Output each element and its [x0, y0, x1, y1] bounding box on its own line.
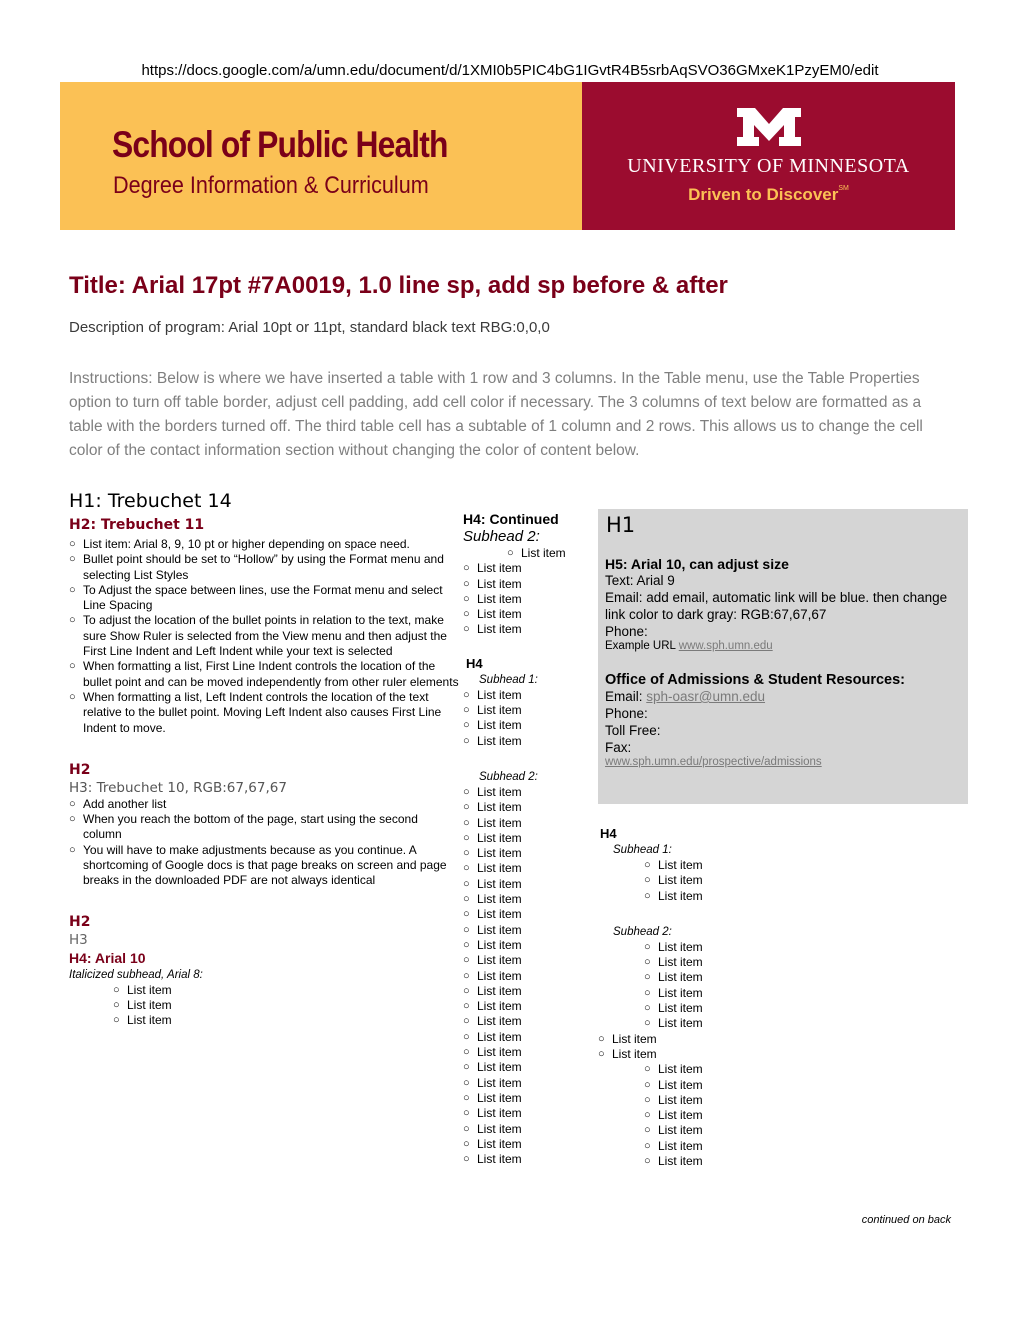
list-item: ○ List item: [644, 1108, 968, 1123]
example-url-line: [605, 640, 965, 652]
list-item: ○ List item: [463, 1045, 598, 1060]
instructions-text: Instructions: Below is where we have inserted a table with 1 row and 3 columns. In the Table menu, use the Table Properties option to turn off table border, adjust cell padding, add cell color if necessary. The 3 columns of text below are formatted as a table with the borders turned off. The third table cell has a subtable of 1 column and 2 rows. This allows us to change the cell color of the contact information section without changing the color of content below.: [69, 370, 923, 459]
list-item: ○ List item: [463, 831, 598, 846]
contact-details: [605, 556, 965, 768]
office-phone: Phone:: [605, 706, 648, 721]
heading-h3: H3: [69, 931, 88, 948]
list-item: ○ List item: [113, 998, 459, 1013]
list-item: ○ List item: [463, 622, 598, 637]
list-item: ○ List item: [463, 1152, 598, 1167]
banner-maroon-panel: [582, 82, 955, 230]
service-mark: SM: [838, 185, 849, 192]
list-item: ○ List item: [463, 577, 598, 592]
office-heading: Office of Admissions & Student Resources:: [605, 672, 905, 688]
list-item: ○ List item: [463, 923, 598, 938]
list-item: ○ List item: [644, 1062, 968, 1077]
list-item: ○ List item: [644, 889, 968, 904]
list-item: ○ List item: [463, 969, 598, 984]
list-item: ○ List item: [463, 846, 598, 861]
heading-h1: H1: Trebuchet 14: [69, 490, 232, 512]
list-item: ○ To adjust the location of the bullet points in relation to the text, make sure Show Ruler is selected from the View menu and then adjust the First Line Indent and Left Indent while your text is selected: [69, 613, 459, 659]
list-item: ○ List item: [463, 1060, 598, 1075]
office-toll-free: Toll Free:: [605, 723, 661, 738]
item-list: [463, 785, 598, 1167]
list-item: ○ List item: [598, 1032, 968, 1047]
list-item: ○ List item: [463, 999, 598, 1014]
heading-h4-continued: H4: Continued: [463, 511, 559, 527]
program-description: Description of program: Arial 10pt or 11pt, standard black text RBG:0,0,0: [69, 319, 550, 336]
list-item: ○ List item: [463, 1076, 598, 1091]
list-item: ○ List item: [113, 983, 459, 998]
list-item: ○ List item: [463, 1137, 598, 1152]
list-item: ○ You will have to make adjustments because as you continue. A shortcoming of Google docs is that page breaks on screen and page breaks in the downloaded PDF are not always identical: [69, 843, 459, 889]
item-list: [644, 858, 968, 904]
subhead-2: Subhead 2:: [613, 925, 672, 938]
continued-note: continued on back: [861, 1214, 951, 1226]
example-url-link[interactable]: www.sph.umn.edu: [678, 640, 773, 652]
list-item: ○ List item: [463, 907, 598, 922]
list-item: ○ List item: [463, 718, 598, 733]
list-item: ○ List item: [463, 1091, 598, 1106]
contact-info-box: [598, 509, 968, 804]
heading-h1: H1: [606, 513, 636, 537]
item-list: [644, 940, 968, 1032]
list-item: ○ When formatting a list, Left Indent controls the location of the text relative to the bullet point. Moving Left Indent also causes First Line Indent to move.: [69, 690, 459, 736]
example-url-label: Example URL: [605, 640, 679, 652]
list-item: ○ List item: [644, 1139, 968, 1154]
list-item: ○ List item: [463, 1014, 598, 1029]
document-title: Title: Arial 17pt #7A0019, 1.0 line sp, add sp before & after: [69, 272, 728, 299]
list-item: ○ List item: [463, 892, 598, 907]
list-item: ○ Bullet point should be set to “Hollow” by using the Format menu and selecting List Styles: [69, 552, 459, 583]
list-item: ○ When you reach the bottom of the page, start using the second column: [69, 812, 459, 843]
list-item: ○ List item: [463, 816, 598, 831]
header-banner: [60, 82, 955, 230]
list-item: ○ List item: [644, 1016, 968, 1031]
list-item: ○ List item: [463, 984, 598, 999]
list-item: ○ List item: [644, 858, 968, 873]
bullet-list-2: [69, 797, 459, 889]
banner-subtitle: Degree Information & Curriculum: [113, 172, 429, 199]
italic-subhead: Italicized subhead, Arial 8:: [69, 968, 203, 981]
list-item: ○ List item: [463, 861, 598, 876]
list-item: ○ List item: [644, 873, 968, 888]
list-item: ○ List item: [644, 970, 968, 985]
list-item: ○ List item: [463, 561, 598, 576]
university-name: UNIVERSITY OF MINNESOTA: [627, 155, 910, 177]
office-url-link[interactable]: www.sph.umn.edu/prospective/admissions: [605, 756, 822, 768]
heading-h2: H2: [69, 913, 91, 930]
contact-text: Text: Arial 9: [605, 573, 675, 588]
heading-h5: H5: Arial 10, can adjust size: [605, 556, 789, 572]
item-list: [113, 983, 459, 1029]
office-email-label: Email:: [605, 689, 647, 704]
tagline-text: Driven to Discover: [688, 185, 839, 204]
list-item: ○ List item: Arial 8, 9, 10 pt or higher depending on space need.: [69, 537, 459, 552]
list-item: ○ List item: [644, 1078, 968, 1093]
list-item: ○ List item: [463, 607, 598, 622]
item-list: [644, 1062, 968, 1169]
column-1: [69, 490, 459, 1029]
list-item: ○ List item: [463, 688, 598, 703]
bullet-list-1: [69, 537, 459, 736]
list-item: ○ List item: [644, 986, 968, 1001]
list-item: ○ When formatting a list, First Line Indent controls the location of the bullet point and can be moved independently from other ruler elements: [69, 659, 459, 690]
contact-phone: Phone:: [605, 624, 648, 639]
item-list: [463, 688, 598, 749]
list-item: ○ List item: [463, 592, 598, 607]
list-item: ○ List item: [644, 1001, 968, 1016]
contact-email-instructions: Email: add email, automatic link will be blue. then change link color to dark gray: RGB:67,67,67: [605, 590, 948, 622]
list-item: ○ List item: [644, 955, 968, 970]
list-item: ○ List item: [463, 800, 598, 815]
list-item: ○ List item: [644, 1154, 968, 1169]
list-item: ○ List item: [463, 785, 598, 800]
column-2: [463, 510, 598, 1167]
document-url: https://docs.google.com/a/umn.edu/document/d/1XMI0b5PIC4bG1IGvtR4B5srbAqSVO36GMxeK1PzyEM0/edit: [141, 62, 879, 79]
heading-h4: H4: [600, 826, 617, 841]
subhead-2: Subhead 2:: [463, 528, 540, 545]
list-item: ○ List item: [598, 1047, 968, 1062]
heading-h4: H4: Arial 10: [69, 949, 146, 966]
heading-h2: H2: [69, 761, 91, 778]
list-item: ○ List item: [644, 1093, 968, 1108]
list-item: ○ List item: [463, 1030, 598, 1045]
list-item: ○ List item: [463, 877, 598, 892]
office-email-link[interactable]: sph-oasr@umn.edu: [646, 689, 766, 704]
list-item: ○ List item: [463, 938, 598, 953]
subhead-1: Subhead 1:: [479, 673, 538, 686]
subhead-2: Subhead 2:: [479, 770, 538, 783]
list-item: ○ List item: [644, 940, 968, 955]
subhead-1: Subhead 1:: [613, 844, 672, 856]
heading-h2: H2: Trebuchet 11: [69, 517, 205, 533]
banner-gold-panel: [60, 82, 582, 230]
office-fax: Fax:: [605, 740, 632, 755]
list-item: ○ List item: [507, 546, 598, 561]
nested-list: [507, 546, 598, 561]
university-m-logo: [737, 108, 801, 146]
list-item: ○ List item: [644, 1123, 968, 1138]
heading-h3: H3: Trebuchet 10, RGB:67,67,67: [69, 779, 287, 796]
list-item: ○ List item: [463, 1106, 598, 1121]
outer-list: [598, 1032, 968, 1063]
list-item: ○ To Adjust the space between lines, use the Format menu and select Line Spacing: [69, 583, 459, 614]
list-item: ○ List item: [463, 1122, 598, 1137]
list-item: ○ List item: [463, 703, 598, 718]
list-item: ○ Add another list: [69, 797, 459, 812]
list-item: ○ List item: [463, 734, 598, 749]
heading-h4: H4: [466, 655, 483, 671]
university-tagline: [582, 185, 955, 205]
office-email-line: [605, 688, 965, 705]
list-item: ○ List item: [113, 1013, 459, 1028]
item-list: [463, 561, 598, 637]
column-3: [598, 826, 968, 1169]
school-name: School of Public Health: [112, 124, 448, 165]
list-item: ○ List item: [463, 953, 598, 968]
